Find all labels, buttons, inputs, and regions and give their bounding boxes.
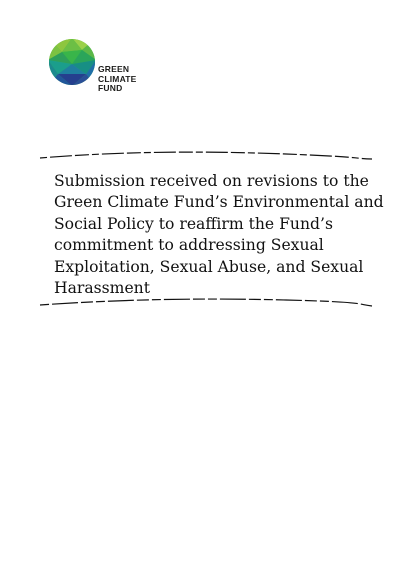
bottom-wavy-divider <box>36 296 376 310</box>
title-line: commitment to addressing Sexual <box>54 236 324 255</box>
title-line: Green Climate Fund’s Environmental and <box>54 193 384 212</box>
logo-wordmark <box>98 65 137 94</box>
title-line: Exploitation, Sexual Abuse, and Sexual <box>54 257 364 276</box>
gcf-logo <box>48 38 148 98</box>
top-wavy-divider <box>36 150 376 164</box>
document-title <box>54 171 384 299</box>
logo-word-green: GREEN <box>98 64 130 74</box>
globe-logo-icon <box>48 38 96 86</box>
logo-word-fund: FUND <box>98 83 123 93</box>
title-line: Submission received on revisions to the <box>54 172 369 190</box>
logo-word-climate: CLIMATE <box>98 73 137 84</box>
title-line: Harassment <box>54 279 150 298</box>
title-line: Social Policy to reaffirm the Fund’s <box>54 214 333 233</box>
